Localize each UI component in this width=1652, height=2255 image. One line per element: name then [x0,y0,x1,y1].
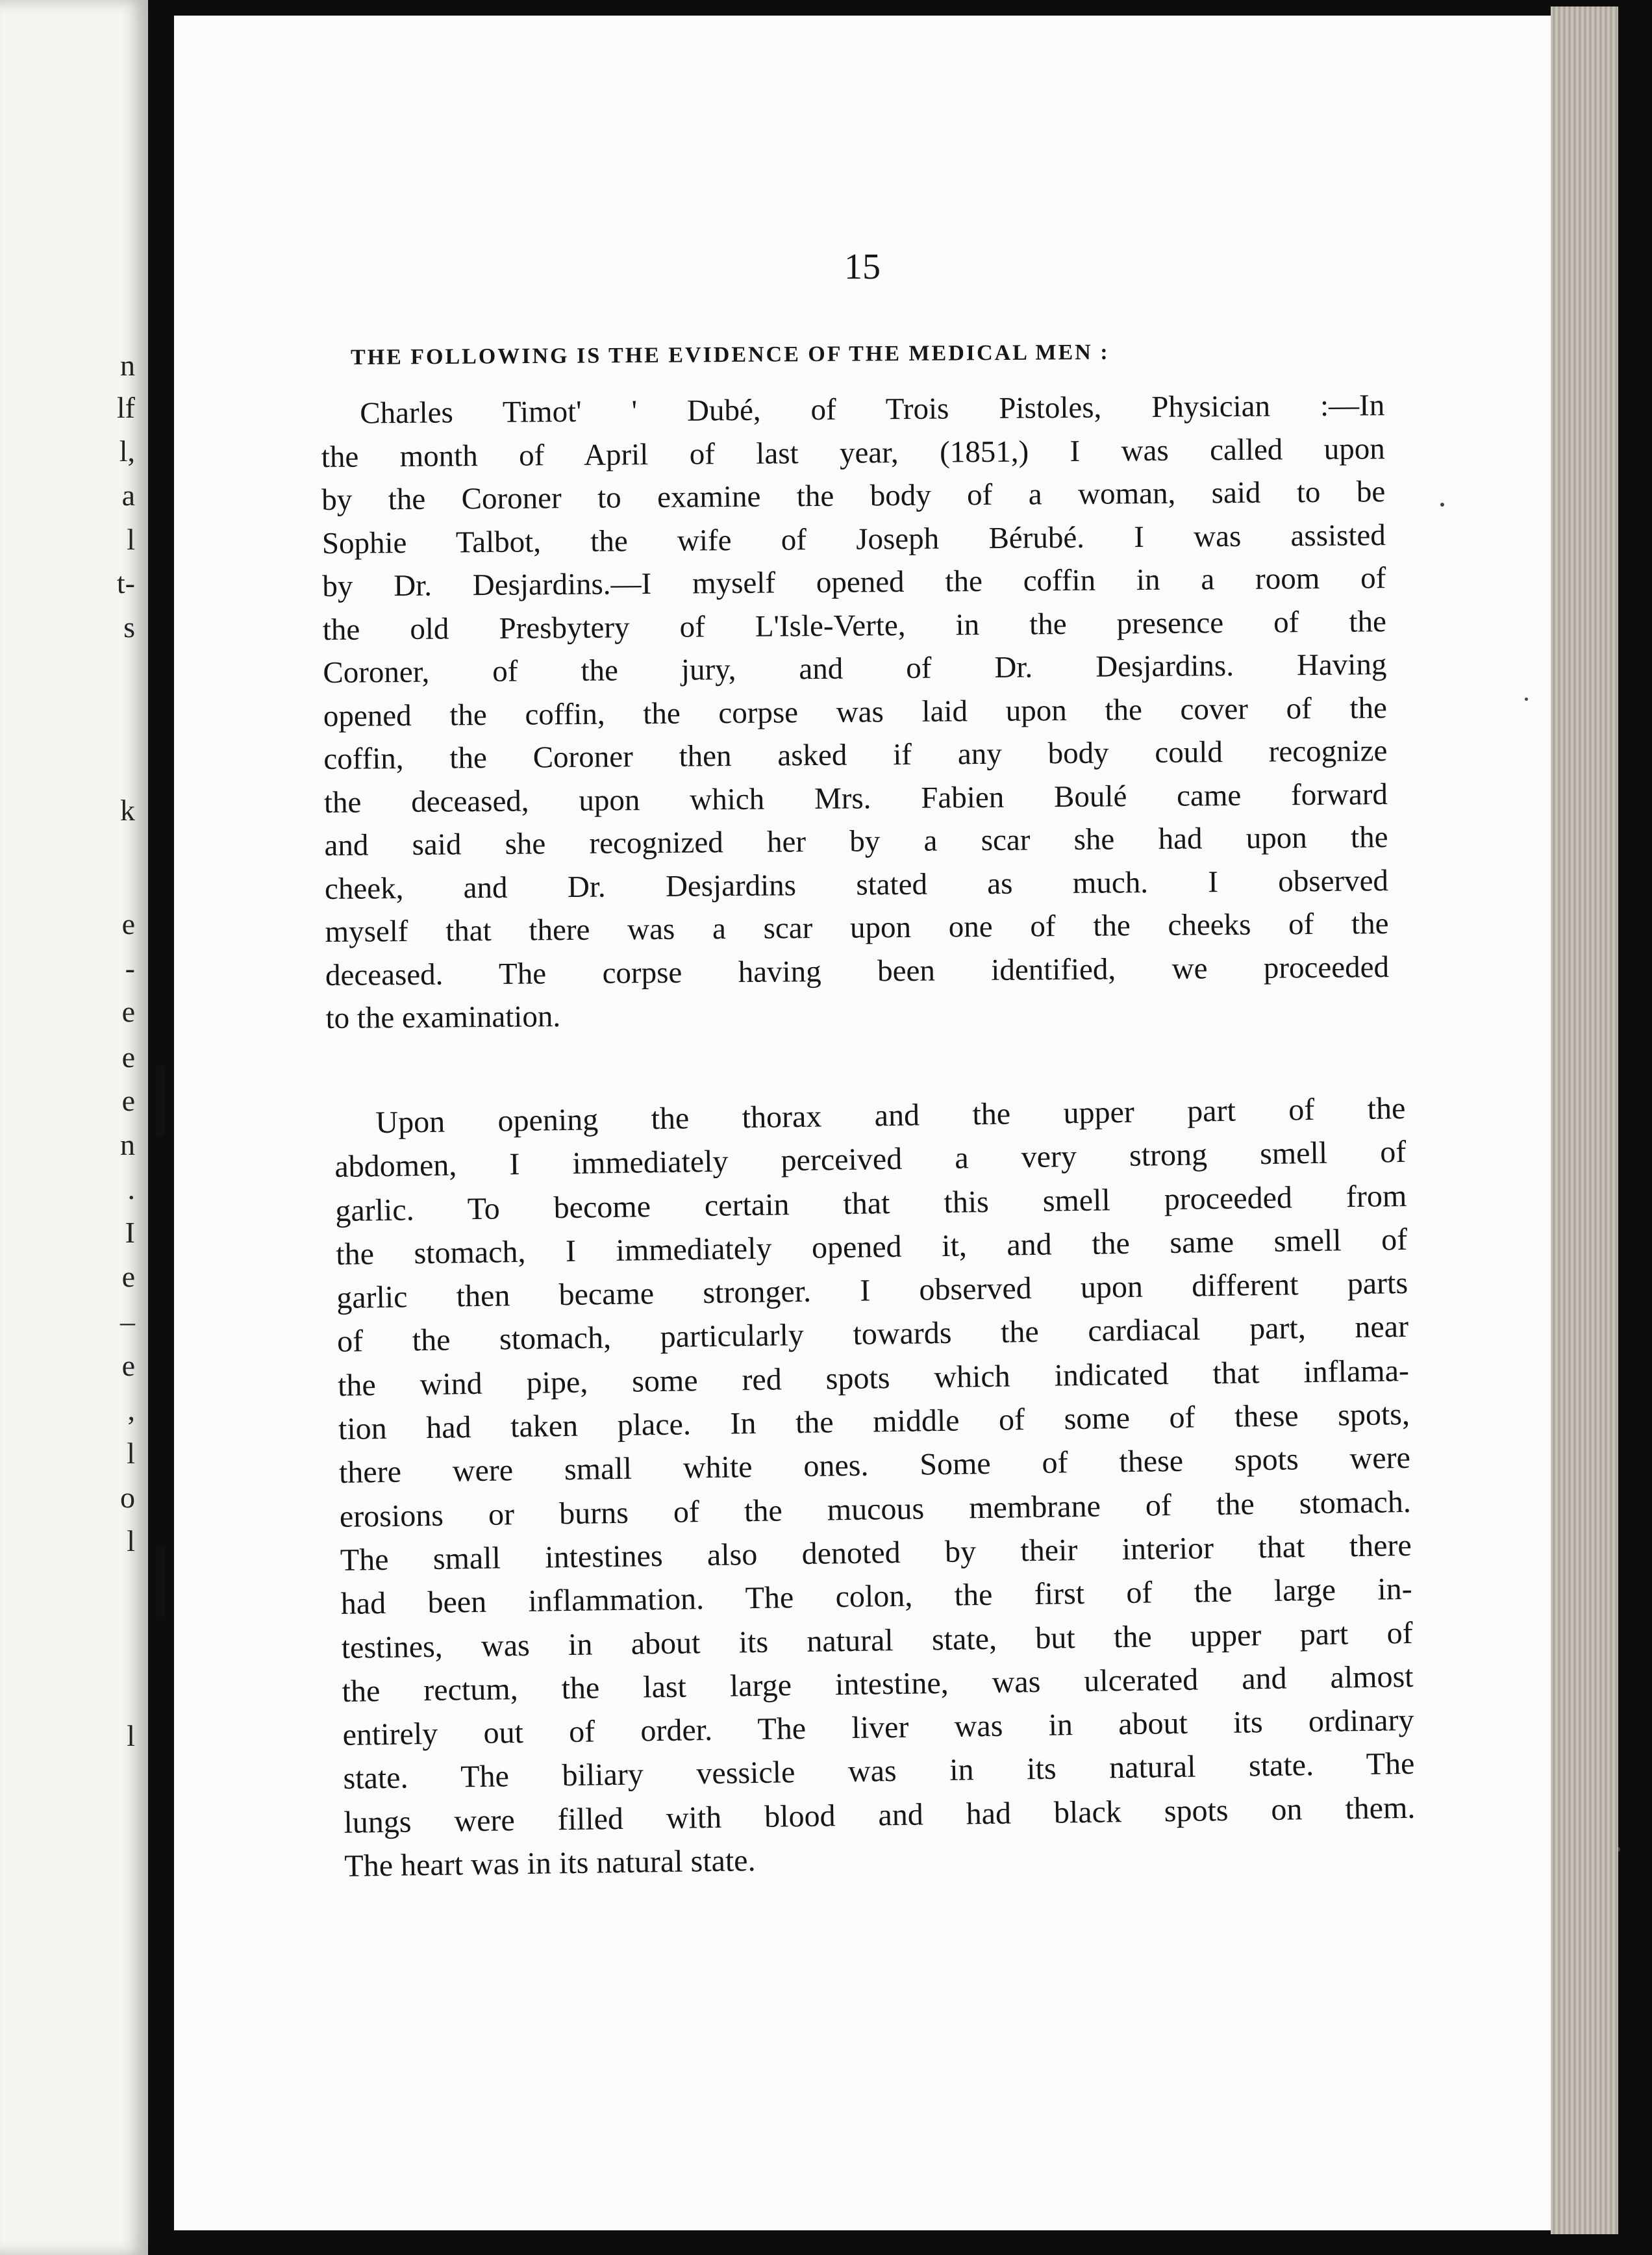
text-line: Upon opening the thorax and the upper part of the [375,1090,1406,1140]
page-number: 15 [844,247,881,287]
paragraph-medical-evidence-2 [334,1087,1416,1888]
text-line: opened the coffin, the corpse was laid upon the cover of the [323,690,1388,733]
text-line: the stomach, I immediately opened it, and the same smell of [335,1222,1408,1272]
left-fragment: o [120,1481,135,1514]
left-fragment: lf [116,391,135,424]
left-fragment: s [123,611,135,644]
left-page-edge [0,0,148,2255]
text-line: to the examination. [325,1000,561,1035]
left-fragment: e [121,1040,135,1074]
text-line: there were small white ones. Some of these spots were [338,1441,1411,1491]
text-line: the rectum, the last large intestine, was ulcerated and almost [342,1659,1414,1709]
paper-speck [1525,698,1528,701]
text-line: the wind pipe, some red spots which indicated that inflama- [337,1353,1410,1403]
text-line: cheek, and Dr. Desjardins stated as much. I observed [324,863,1389,906]
text-line: deceased. The corpse having been identified, we proceeded [325,950,1390,992]
left-fragment: n [120,349,135,382]
text-line: testines, was in about its natural state, but the upper part of [341,1615,1413,1665]
text-line: Coroner, of the jury, and of Dr. Desjardins. Having [323,648,1387,690]
paragraph-medical-evidence-1 [321,384,1390,1040]
left-page-fragments [0,0,148,2255]
text-line: the old Presbytery of L'Isle-Verte, in the presence of the [322,604,1387,647]
text-line: coffin, the Coroner then asked if any body could recognize [323,734,1388,776]
text-line: garlic then became stronger. I observed upon different parts [336,1266,1408,1316]
text-line: erosions or burns of the mucous membrane of the stomach. [339,1484,1412,1534]
text-line: by Dr. Desjardins.—I myself opened the coffin in a room of [322,561,1386,603]
text-line: Charles Timot' ' Dubé, of Trois Pistoles, Physician :—In [360,388,1385,431]
left-fragment: e [121,1260,135,1293]
left-fragment: – [120,1305,135,1338]
left-fragment: l [127,523,135,556]
book-page [174,16,1551,2230]
text-line: myself that there was a scar upon one of the cheeks of the [325,907,1389,949]
left-fragment: n [120,1128,135,1161]
paper-speck [1440,503,1444,507]
text-line: lungs were filled with blood and had black spots on them. [344,1790,1416,1840]
left-fragment: - [125,951,135,985]
binding-clip-mark [156,1546,165,1617]
text-line: The small intestines also denoted by their interior that there [340,1528,1412,1578]
binding-clip-mark [156,1065,165,1137]
left-fragment: l, [119,435,135,468]
text-line: garlic. To become certain that this smell proceeded from [334,1178,1407,1228]
text-line: and said she recognized her by a scar she had upon the [324,820,1388,863]
page-stack-edge [1551,6,1618,2234]
left-fragment: l [127,1524,135,1557]
text-line: of the stomach, particularly towards the cardiacal part, near [336,1309,1409,1359]
text-line: the month of April of last year, (1851,) I was called upon [321,431,1385,474]
text-line: by the Coroner to examine the body of a woman, said to be [321,475,1386,517]
text-line: tion had taken place. In the middle of some of these spots, [338,1396,1410,1447]
left-fragment: l [127,1719,135,1752]
section-heading: THE FOLLOWING IS THE EVIDENCE OF THE MEDICAL MEN : [350,340,1110,370]
left-fragment: a [121,479,135,512]
left-fragment: e [121,1084,135,1117]
text-line: the deceased, upon which Mrs. Fabien Boulé came forward [323,777,1388,820]
left-fragment: l [127,1437,135,1470]
text-line: state. The biliary vessicle was in its natural state. The [343,1746,1415,1796]
left-fragment: e [121,995,135,1028]
left-fragment: e [121,907,135,940]
left-fragment: . [127,1172,135,1205]
text-line: had been inflammation. The colon, the first of the large in- [340,1572,1413,1622]
text-line: entirely out of order. The liver was in about its ordinary [342,1703,1414,1753]
left-fragment: e [121,1349,135,1382]
text-line: abdomen, I immediately perceived a very strong smell of [334,1135,1407,1185]
text-line: Sophie Talbot, the wife of Joseph Bérubé. I was assisted [321,518,1386,561]
left-fragment: I [125,1216,135,1249]
left-fragment: k [120,794,135,827]
text-line: The heart was in its natural state. [344,1843,756,1883]
left-fragment: t- [116,566,135,599]
left-fragment: , [127,1393,135,1426]
